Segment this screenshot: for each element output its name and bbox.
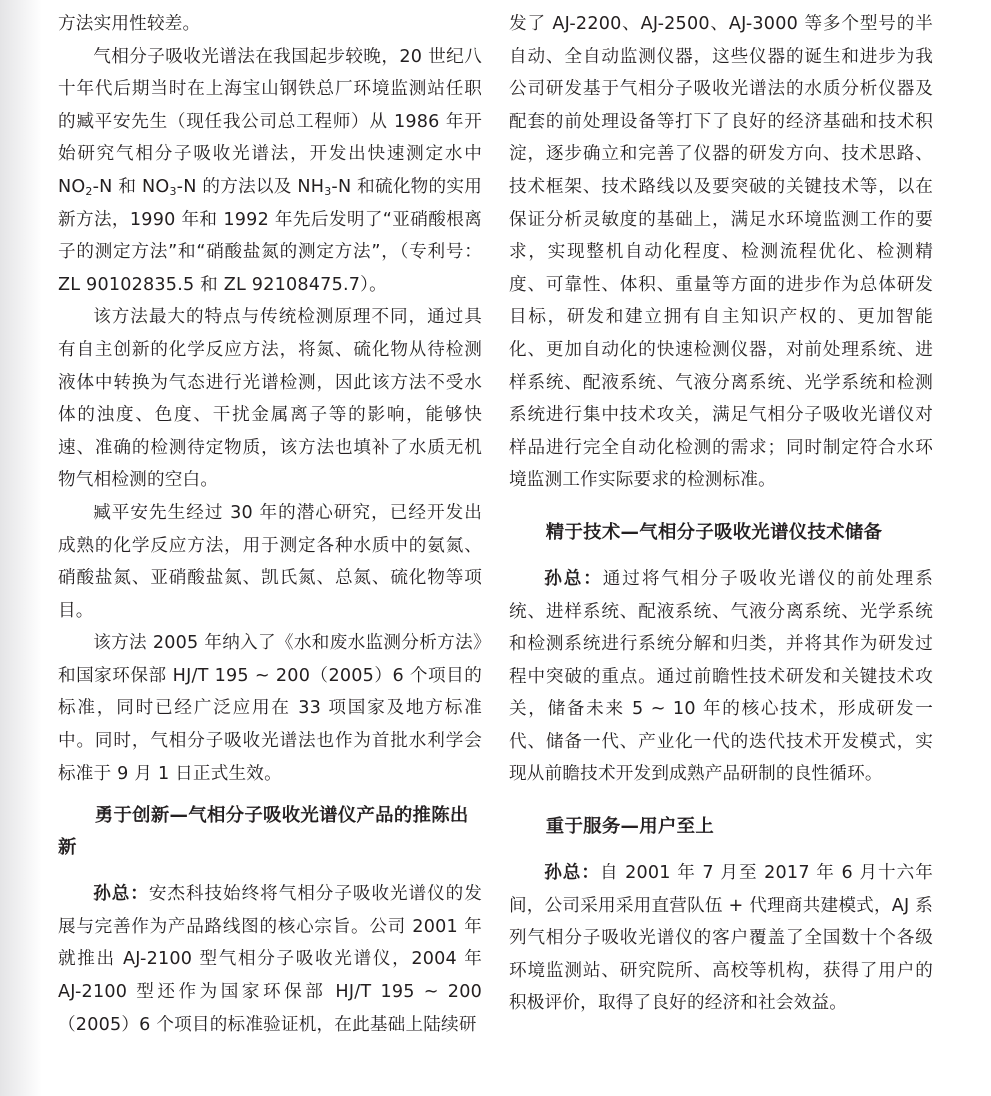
right-column — [509, 8, 933, 1020]
section-heading-service: 重于服务—用户至上 — [545, 816, 715, 838]
paragraph-continuation: 方法实用性较差。 — [58, 14, 201, 34]
paragraph-history: 气相分子吸收光谱法在我国起步较晚，20 世纪八十年代后期当时在上海宝山钢铁总厂环境监测站任职的臧平安先生（现任我公司总工程师）从 1986 年开始研究气相分子吸收光谱法，开发出快速测定水中 $NO_2-N$ 和 $NO_3-N$ 的方法以及 $NH_3-N$ 和硫化物的实用新方法，1990 年和 1992 年先后发明了“亚硝酸根离子的测定方法”和“硝酸盐氮的测定方法”，（专利号：ZL 90102835.5 和 ZL 92108475.7）。 — [58, 46, 482, 295]
paragraph-method-features: 该方法最大的特点与传统检测原理不同，通过具有自主创新的化学反应方法，将氮、硫化物从待检测液体中转换为气态进行光谱检测，因此该方法不受水体的浊度、色度、干扰金属离子等的影响，能够快速、准确的检测待定物质，该方法也填补了水质无机物气相检测的空白。 — [58, 307, 482, 491]
paragraph-research: 臧平安先生经过 30 年的潜心研究，已经开发出成熟的化学反应方法，用于测定各种水质中的氨氮、硝酸盐氮、亚硝酸盐氮、凯氏氮、总氮、硫化物等项目。 — [58, 502, 482, 621]
speaker-label: 孙总： — [544, 568, 603, 589]
paragraph-product-roadmap: 孙总：安杰科技始终将气相分子吸收光谱仪的发展与完善作为产品路线图的核心宗旨。公司 2001 年就推出 AJ-2100 型气相分子吸收光谱仪，2004 年 AJ-2100 型还作为国家环保部 HJ/T 195 ~ 200（2005）6 个项目的标准验证机，在此基础上陆续研 — [58, 884, 482, 1035]
paragraph-standards: 该方法 2005 年纳入了《水和废水监测分析方法》和国家环保部 HJ/T 195 ~ 200（2005）6 个项目的标准，同时已经广泛应用在 33 项国家及地方标准中。同时，气相分子吸收光谱法也作为首批水利学会标准于 9 月 1 日正式生效。 — [58, 633, 482, 784]
paragraph-product-development: 发了 AJ-2200、AJ-2500、AJ-3000 等多个型号的半自动、全自动监测仪器，这些仪器的诞生和进步为我公司研发基于气相分子吸收光谱法的水质分析仪器及配套的前处理设备等打下了良好的经济基础和技术积淀，逐步确立和完善了仪器的研发方向、技术思路、技术框架、技术路线以及要突破的关键技术等，以在保证分析灵敏度的基础上，满足水环境监测工作的要求，实现整机自动化程度、检测流程优化、检测精度、可靠性、体积、重量等方面的进步作为总体研发目标，研发和建立拥有自主知识产权的、更加智能化、更加自动化的快速检测仪器，对前处理系统、进样系统、配液系统、气液分离系统、光学系统和检测系统进行集中技术攻关，满足气相分子吸收光谱仪对样品进行完全自动化检测的需求；同时制定符合水环境监测工作实际要求的检测标准。 — [509, 14, 933, 491]
section-heading-innovation: 勇于创新—气相分子吸收光谱仪产品的推陈出新 — [58, 805, 469, 859]
paragraph-tech-reserve: 孙总：通过将气相分子吸收光谱仪的前处理系统、进样系统、配液系统、气液分离系统、光学系统和检测系统进行系统分解和归类，并将其作为研发过程中突破的重点。通过前瞻性技术研发和关键技术攻关，储备未来 5 ~ 10 年的核心技术，形成研发一代、储备一代、产业化一代的迭代技术开发模式，实现从前瞻技术开发到成熟产品研制的良性循环。 — [509, 568, 934, 785]
page-edge-shadow — [0, 0, 42, 1096]
speaker-label: 孙总： — [93, 884, 149, 905]
speaker-label: 孙总： — [544, 863, 600, 884]
paragraph-customer-service: 孙总：自 2001 年 7 月至 2017 年 6 月十六年间，公司采用采用直营队伍 + 代理商共建模式，AJ 系列气相分子吸收光谱仪的客户覆盖了全国数十个各级环境监测站、研究院所、高校等机构，获得了用户的积极评价，取得了良好的经济和社会效益。 — [509, 863, 933, 1014]
left-column — [58, 8, 482, 1041]
section-heading-technology: 精于技术—气相分子吸收光谱仪技术储备 — [545, 521, 883, 543]
